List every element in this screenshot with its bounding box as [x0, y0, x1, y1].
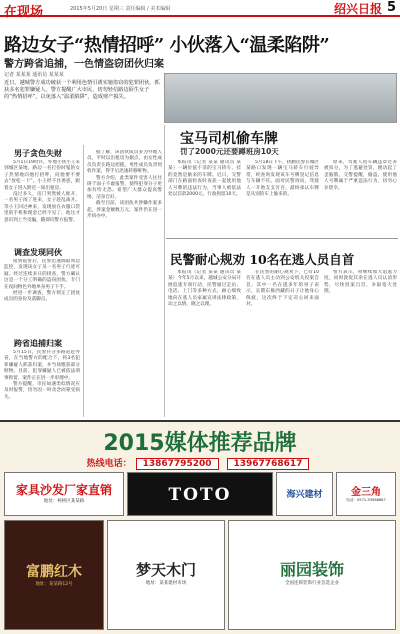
paragraph: 接到报警后，民警迅速调取周边监控，发现该女子及一名男子行迹可疑。经过连续多日的排查，警方确认这是一个分工明确的盗窃团伙，专门在夜间物色外地单身男子下手。 — [4, 259, 80, 290]
hotline-number: 13867795200 — [136, 458, 219, 470]
lead-subhead: 警方跨省追捕，一色情盗窃团伙归案 — [4, 59, 164, 70]
section-body-2 — [4, 259, 80, 335]
hotline-label: 热线电话： — [86, 459, 132, 469]
paragraph: 警方介绍，此类案件受害人往往碍于面子不敢报警，使得犯罪分子更加有恃无恐。希望广大群众提高警惕，洁身自好。 — [87, 175, 162, 200]
lead-intro: 近日，越城警方成功破获一个利用色情引诱实施盗窃的犯罪团伙，抓获多名犯罪嫌疑人。警方提醒广大市民，切勿轻信路边陌生女子的“热情招呼”，以免落入“温柔陷阱”，造成财产损失。 — [4, 80, 160, 100]
brand-name: 金三角 — [351, 487, 381, 498]
ad-hotline — [0, 456, 400, 470]
lead-headline: 路边女子“热情招呼” 小伙落入“温柔陷阱” — [4, 35, 330, 56]
ad-brand — [4, 520, 104, 630]
page-number: 5 — [386, 0, 396, 15]
paragraph: 据了解，该团伙成员多为外地人员，平时以出租房为据点，由女性成员负责在路边招揽，男性成员负责伺机作案，得手后迅速转移赃物。 — [87, 150, 162, 175]
column-divider — [164, 125, 165, 417]
paragraph: 经进一步调查，警方锁定了团伙成员的身份及落脚点。 — [4, 291, 80, 303]
section-title-2: 调查发现同伙 — [14, 248, 62, 257]
paragraph: 截至目前，该团伙共涉嫌作案多起，涉案金额数万元，案件仍在进一步侦办中。 — [87, 201, 162, 220]
brand-name: 丽园装饰 — [279, 560, 344, 579]
newspaper-logo: 绍兴日报 — [333, 2, 382, 16]
ad-brand — [276, 472, 333, 516]
paragraph: 5月1日19时许，外地小伙小王来到城区某地，路边一名打扮时髦的女子热情地向他打招呼，问他要不要去“放松一下”。小王经不住诱惑，跟着女子进入附近一间出租房。 — [4, 160, 80, 191]
ad-brand — [4, 472, 124, 516]
section-title-3: 跨省追捕归案 — [14, 339, 62, 348]
story3-title: 民警耐心规劝 10名在逃人员自首 — [170, 252, 355, 267]
lead-continuation — [87, 150, 162, 416]
paragraph: 本报讯（记者 某某 通讯员 某某）一辆价值不菲的宝马轿车，挂的竟然是偷来的车牌。近日，交警部门在路面检查时查获一起使用他人号牌的违法行为，当事人被依法处以罚款2000元、行政拘留10天。 — [168, 160, 241, 198]
brand-note: 全国连锁装饰行业首选企业 — [285, 581, 339, 586]
brand-name: 梦天木门 — [135, 561, 196, 579]
ad-brand: TOTO — [127, 472, 273, 516]
hotline-number: 13967768617 — [227, 458, 310, 470]
ad-brand — [336, 472, 396, 516]
brand-name: 海兴建材 — [286, 490, 323, 500]
brand-name: 富鹏红木 — [26, 564, 82, 580]
paragraph: 没过多久，房门突然被人推开，一名男子闯了进来，女子趁乱离开。等小王回过神来，发现放在衣服口袋里的手机和现金已经不见了，他这才意识到上当受骗，随即向警方报警。 — [4, 192, 80, 223]
brand-note: 地址：柯桥区某某路 — [43, 499, 85, 504]
brand-note: 地址：某某建材市场 — [145, 581, 187, 586]
paragraph: 警方提醒，市民如遇类似情况应及时报警，切勿因一时贪念而蒙受损失。 — [4, 382, 80, 400]
ad-brand — [228, 520, 396, 630]
ad-title: 2015媒体推荐品牌 — [103, 431, 297, 456]
paragraph: 本报讯（记者 某某 通讯员 某某）今年5月以来，越城公安分局开展追逃专项行动，民警通过走访、电话、上门等多种方式，耐心细致地向在逃人员家属宣讲法律政策，动之以情，晓之以理。 — [168, 270, 241, 308]
lead-byline: 记者 某某某 通讯员 某某某 — [4, 72, 64, 78]
section-body-3 — [4, 350, 80, 416]
section-label: 在现场 — [4, 5, 44, 20]
brand-note: 地址：某某路12号 — [35, 582, 73, 587]
paragraph: 5月18日下午，执勤民警在城区某路口发现一辆宝马轿车行驶异常，经查询发现该车号牌登记信息与车辆不符。面对民警询问，驾驶人一开始支支吾吾，最终承认车牌是从别的车上偷来的。 — [246, 160, 319, 198]
section-body-1 — [4, 160, 80, 242]
story2-subtitle: 罚了2000元还要蹲班房10天 — [180, 147, 279, 156]
paragraph: 警方表示，将继续加大追逃力度，同时敦促其余在逃人员认清形势，尽快投案自首，争取宽大处理。 — [324, 270, 397, 295]
story3-body — [168, 270, 397, 416]
brand-note: 电话：0571-53988887 — [346, 498, 386, 502]
story-divider — [166, 238, 398, 239]
section-title-1: 男子贪色失财 — [14, 149, 62, 158]
story2-body — [168, 160, 397, 236]
paragraph: 在民警的耐心规劝下，已有10名在逃人员主动到公安机关投案自首。其中一名在逃多年的男子表示，长期东躲西藏的日子让他身心俱疲，这次终于下定决心回来面对。 — [246, 270, 319, 308]
paragraph: 5月15日，民警兵分多路赶赴外省，在当地警方的配合下，将3名犯罪嫌疑人抓获归案，并当场缴获部分赃物。目前，犯罪嫌疑人已被依法刑事拘留，案件正在进一步审理中。 — [4, 350, 80, 381]
lead-photo — [164, 73, 397, 123]
ad-brand — [107, 520, 225, 630]
issue-meta: 2015年5月20日 星期三 责任编辑 / 美术编辑 — [70, 6, 171, 12]
story2-title: 宝马司机偷车牌 — [180, 131, 278, 147]
brand-name: 家具沙发厂家直销 — [15, 483, 112, 497]
paragraph: 原来，驾驶人因车辆违章过多被扣分，为了逃避处罚，便动起了歪脑筋。交警提醒，偷盗、使用他人号牌属于严重违法行为，切勿心存侥幸。 — [324, 160, 397, 191]
column-divider — [83, 145, 84, 417]
